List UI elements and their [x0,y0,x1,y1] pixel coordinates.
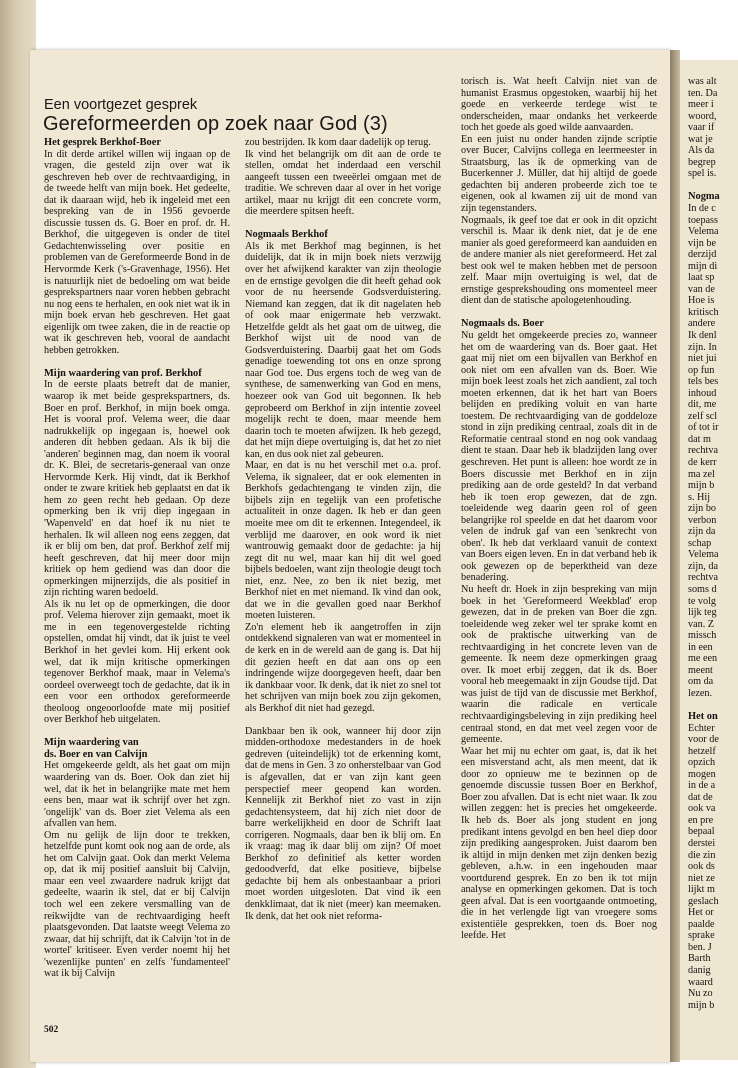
section-heading: Mijn waardering van prof. Berkhof [44,367,202,379]
paragraph: opzich [688,757,716,769]
paragraph: inhoud [688,387,717,399]
paragraph: En een juist nu onder handen zijnde scriptie over Bucer, Calvijns collega en leermeester in Straatsburg, las ik de opmerking van de Bucerkenner J. Müller, dat hij altijd de goede gedachten bij anderen probeerde zich toe te eigenen, ook al kwamen zij uit de mond van zijn tegenstanders. [461,133,657,215]
paragraph: vijn be [688,237,717,249]
paragraph: was alt [688,76,717,87]
paragraph: verbon [688,514,717,526]
paragraph-spacer [688,699,738,711]
paragraph: derstei [688,838,716,849]
paragraph: Als ik nu let op de opmerkingen, die door prof. Velema hierover zijn gemaakt, moet ik me in een tegenovergestelde richting opstellen, omdat hij vindt, dat ik juist te veel Berkhof in het gevlei kom. Hij erkent ook wel, dat ik mijn kritische opmerkingen tegenover Berkhof maak, maar in Velema's oordeel overweegt toch de gedachte, dat ik in een voor een orthodox gereformeerde theoloog ongeoorloofde mate mij positief over Berkhof heb uitgelaten. [44,598,230,726]
paragraph: Het omgekeerde geldt, als het gaat om mijn waardering van ds. Boer. Ook dan ziet hij wel, dat ik het in belangrijke mate met hem eens ben, maar wat ik schrijf over het zgn. 'ongelijk' van ds. Boer ziet Velema als een afvallen van hem. [44,760,230,830]
paragraph: te volg [688,595,717,607]
page-gutter [670,50,680,1062]
paragraph: niet jui [688,353,717,365]
paragraph: In de c [688,202,716,214]
facing-page-edge [680,60,738,1060]
paragraph: kritisch [688,306,719,318]
paragraph: Nu zo [688,988,713,1000]
paragraph: de kerr [688,457,717,468]
paragraph: zijn, da [688,560,718,572]
paragraph: Nu geldt het omgekeerde precies zo, wanneer het om de waardering van ds. Boer gaat. Het gaat mij niet om een bijvallen van Berkhof en ook niet om een afvallen van ds. Boer. Wie mijn boek leest zoals het zich aandient, zal toch moeten erkennen, dat ik het hart van Boers belijden en prediking voluit en van harte toestem. De rechtvaardiging van de goddeloze stond in zijn prediking centraal, zoals dit in de Reformatie centraal stond en nog ook vandaag dient te staan. Daar heb ik bladzijden lang over geschreven. Het punt is alleen: hoe wordt ze in Boers discussie met Berkhof en in zijn prediking aan de orde gesteld? In dat verband heb ik toen erop gewezen, dat de zgn. toeleidende weg daarin geen rol of geen belangrijke rol speelde en dat het daarom voor velen de indruk gaf van een 'senkrecht von oben'. Ik heb dat verklaard vanuit de context van Boers eigen leven. En in dat verband heb ik ook gewezen op de beperktheid van deze benadering. [461,329,657,584]
paragraph: wat je [688,133,713,145]
section-heading: ds. Boer en van Calvijn [44,748,148,760]
paragraph: zijn. In [688,341,717,353]
paragraph: bepaal [688,826,715,838]
text-column-1 [44,137,230,980]
magazine-page [30,50,670,1062]
paragraph-spacer [245,218,441,230]
paragraph: laat sp [688,272,715,284]
paragraph: Als da [688,145,715,157]
paragraph: mogen [688,768,716,780]
paragraph: om da [688,676,714,688]
paragraph: lijk teg [688,607,717,619]
paragraph: op fun [688,364,715,376]
paragraph: paalde [688,918,715,930]
paragraph: in een [688,641,713,653]
section-heading: Nogma [688,191,720,203]
paragraph: soms d [688,584,717,596]
paragraph: dat de [688,791,713,803]
paragraph: die zin [688,849,716,861]
paragraph: danig [688,965,711,977]
section-heading: Nogmaals ds. Boer [461,318,544,330]
page-number: 502 [44,1025,59,1035]
paragraph: Het or [688,907,714,919]
paragraph: sprake [688,930,715,942]
paragraph: van. Z [688,618,715,630]
paragraph: rechtva [688,445,718,457]
paragraph: niet ze [688,872,715,884]
paragraph: of tot ir [688,422,719,434]
paragraph: en pre [688,814,714,826]
paragraph: Dankbaar ben ik ook, wanneer hij door zijn midden-orthodoxe medestanders in de hoek gedreven (uiteindelijk) tot de erkenning komt, dat de mens in Gen. 3 zo onherstelbaar van God is afgevallen, dat er van zijn kant geen perspectief meer geopend kan worden. Kennelijk zit Berkhof niet zo vast in zijn gedachtensysteem, dat hij zich niet door de barre werkelijkheid en door de Schrift laat corrigeren. Nogmaals, daar ben ik blij om. En ik vraag: mag ik daar blij om zijn? Of moet Berkhof zo definitief als ketter worden gedoodverfd, dat elke positieve, bijbelse gedachte bij hem als onbestaanbaar a priori moet worden uitgesloten. Dat vind ik een denkklimaat, dat ik niet (meer) kan meemaken. Ik denk, dat het ook niet reforma- [245,725,441,922]
section-heading: Het on [688,710,718,722]
paragraph: lijkt m [688,884,715,896]
text-column-3 [461,76,657,942]
paragraph: Ik vind het belangrijk om dit aan de orde te stellen, omdat het inderdaad een verschil aangeeft tussen een tweeërlei omgaan met de traditie. We schreven daar al over in het vorige artikel, maar nu krijgt dit een concrete vorm, die meerdere spitsen heeft. [245,148,441,218]
paragraph: andere [688,318,716,330]
paragraph: torisch is. Wat heeft Calvijn niet van de humanist Erasmus opgestoken, waarbij hij het goede en verkeerde terdege wist te onderscheiden, maar ondanks het verkeerde toch het goede als goed wilde aanvaarden. [461,76,657,134]
paragraph: Nogmaals, ik geef toe dat er ook in dit opzicht verschil is. Maar ik denk niet, dat je de ene manier als goed gereformeerd kan aanduiden en de andere manier als niet gereformeerd. Het zal best ook wel te maken hebben met de persoon zelf. Maar mijn overtuiging is wel, dat de ernstige gesprekshouding ons momenteel meer dient dan de statische apologetenhouding. [461,214,657,307]
paragraph: Nu heeft dr. Hoek in zijn bespreking van mijn boek in het 'Gereformeerd Weekblad' erop gewezen, dat in de preken van Boer die zgn. toeleidende weg zeker wel ter sprake komt en ook de praktische uitwerking van de rechtvaardiging in het concrete leven van de gemeente. Ik neem deze opmerkingen graag over. Ik moet erbij zeggen, dat ik ds. Boer vooral heb meegemaakt in zijn Goudse tijd. Dat was juist de tijd van de discussie met Berkhof, waarin die radicale en verticale rechtvaardigingsbeleving in zijn prediking heel centraal stond, en dat met veel zegen voor de gemeente. [461,584,657,746]
paragraph-spacer [688,180,738,192]
paragraph: missch [688,630,717,642]
paragraph: Hoe is [688,295,715,307]
facing-page-column [688,76,738,1011]
paragraph: vaar if [688,122,715,134]
paragraph: waard [688,976,713,988]
paragraph: hetzelf [688,745,716,757]
paragraph: meent [688,664,713,676]
paragraph: mijn b [688,480,715,492]
paragraph: van de [688,283,715,295]
paragraph-spacer [461,307,657,319]
paragraph: voor de [688,734,719,746]
paragraph: lezen. [688,687,713,699]
paragraph: geslach [688,895,719,907]
paragraph: Als ik met Berkhof mag beginnen, is het duidelijk, dat ik in mijn boek niets verzwijg over het afwijkend karakter van zijn theologie en de ernstige gevolgen die dit heeft gehad ook voor de nu heersende Godsverduistering. Niemand kan zeggen, dat ik dit nagelaten heb of ook maar enigermate heb verzwakt. Hetzelfde geldt als het gaat om de uitweg, die Berkhof wijst uit de nood van de Godsverduistering. Daarbij gaat het om Gods genadige toewending tot ons en onze sprong naar God toe. Dus ergens toch de weg van de synthese, de samenwerking van God en mens, hoezeer ook van God uit begonnen. Ik heb geprobeerd om Berkhof in zijn intentie zoveel mogelijk recht te doen, maar meende hem daarin toch te moeten afwijzen. Ik heb gezegd, dat het mijn diepe overtuiging is, dat het zo niet kan, en dus ook niet zal gebeuren. [245,240,441,460]
article-kicker: Een voortgezet gesprek [44,97,198,113]
paragraph: toepass [688,214,718,226]
paragraph: Zo'n element heb ik aangetroffen in zijn ontdekkend signaleren van wat er momenteel in de kerk en in de wereld aan de gang is. Dat hij dit gezien heeft en dat aan ons op een indringende wijze doorgegeven heeft, daar ben ik dankbaar voor. Ik denk, dat ik niet zo snel tot het schrijven van mijn boek zou zijn gekomen, als Berkhof dit niet had gezegd. [245,621,441,714]
paragraph: schap [688,537,712,549]
paragraph: ten. Da [688,87,718,99]
paragraph: in de a [688,780,716,792]
paragraph: ben. J [688,941,712,953]
article-headline: Gereformeerden op zoek naar God (3) [43,113,388,135]
section-heading: Mijn waardering van [44,737,139,749]
paragraph: zijn da [688,526,716,538]
paragraph: ma zel [688,468,715,480]
paragraph: In dit derde artikel willen wij ingaan op de vragen, die gesteld zijn over wat ik geschreven heb over de rechtvaardiging, in de tweede helft van mijn boek. Het gedeelte, dat ik daaraan wijd, heb ik ingeleid met een bespreking van de in 1956 gevoerde discussie tussen ds. G. Boer en prof. dr. H. Berkhof, die uitgegeven is onder de titel Gedachtenwisseling over positie en problemen van de Gereformeerde Bond in de Hervormde Kerk ('s-Gravenhage, 1956). Het is natuurlijk niet de bedoeling om wat beide gesprekspartners naar voren hebben gebracht nu nog eens te herhalen, en ook niet wat ik in mijn boek ervan heb geschreven. Het gaat eigenlijk om twee zaken, die in de reactie op wat ik geschreven heb, vooral de aandacht hebben getrokken. [44,148,230,356]
paragraph: zelf scl [688,410,718,422]
paragraph: Maar, en dat is nu het verschil met o.a. prof. Velema, ik signaleer, dat er ook elementen in Berkhofs gedachtengang te vinden zijn, die bijbels zijn en tegelijk van een profetische actualiteit in onze dagen. Ik heb er dan geen moeite mee om dit te erkennen. Integendeel, ik verblijd me daarover, en ook word ik niet wantrouwig gemaakt door de gedachte: ja hij zegt dit nu wel, maar kan hij dit wel goed bijbels bedoelen, want zijn theologie deugt toch niet, enz. Nee, zo ben ik niet bezig, met Berkhof niet en met niemand. Ik vind dan ook, dat we in die gevallen goed naar Berkhof moeten luisteren. [245,460,441,622]
paragraph: me een [688,653,718,665]
paragraph: ook va [688,803,716,815]
paragraph: dat m [688,433,711,445]
paragraph: begrep [688,156,716,168]
paragraph: mijn b [688,999,715,1011]
paragraph: In de eerste plaats betreft dat de manier, waarop ik met beide gesprekspartners, ds. Boer en prof. Berkhof, in mijn boek omga. Het is vooral prof. Velema weer, die daar nadrukkelijk op ingegaan is, hoewel ook anderen dit hebben gedaan. Als ik bij die 'anderen' beginnen mag, dan noem ik vooral dr. K. Blei, de secretaris-generaal van onze Hervormde Kerk. Hij vindt, dat ik Berkhof onder te zware kritiek heb geplaatst en dat ik hem zo geen recht heb gedaan. Op deze opmerking ben ik vrij diep ingegaan in 'Wapenveld' en dat hoef ik nu niet te herhalen. Ik wil alleen nog eens zeggen, dat ik er blij om ben, dat prof. Berkhof zelf mij heeft geschreven, dat hij meer door mijn kritiek op hem gediend was dan door die opmerkingen mijnerzijds, die als positief in zijn richting waren bedoeld. [44,379,230,599]
paragraph: derzijd [688,249,717,261]
text-column-2 [245,137,441,922]
paragraph: Waar het mij nu echter om gaat, is, dat ik het een misverstand acht, als men meent, dat ik door zo opnieuw me te bezinnen op de genoemde discussie tussen Boer en Berkhof, Boer zou afvallen. Dat is echt niet waar. Ik zou willen zeggen: het is precies het omgekeerde. Ik heb ds. Boer als jong student en jong predikant intens gevolgd en ben heel diep door zijn prediking aangesproken. Juist daarom ben ik altijd in mijn denken met zijn denken bezig gebleven, a.h.w. in een ingehouden maar voortdurend gesprek. En zo ben ik tot mijn analyse en opmerkingen gekomen. Dat is toch geen afval. Dat is een voortgaande ontmoeting, die in het verlengde ligt van vroegere soms existentiële gesprekken, toen ds. Boer nog leefde. Het [461,745,657,942]
paragraph: Om nu gelijk de lijn door te trekken, hetzelfde punt komt ook nog aan de orde, als het om Calvijn gaat. Ook dan merkt Velema op, dat ik mij positief aansluit bij Calvijn, maar een veel zwaardere nadruk krijgt dat gedeelte, waarin ik stel, dat er bij Calvijn toch wel een zekere versmalling van de reikwijdte van de rechtvaardiging heeft plaatsgevonden. Dat laatste weegt Velema zo zwaar, dat hij schrijft, dat ik Calvijn 'tot in de wortel' kritiseer. Even verder noemt hij het 'wezenlijke punten' en zelfs 'fundamenteel' wat ik bij Calvijn [44,829,230,980]
paragraph: Echter [688,722,715,734]
paragraph: Velema [688,549,719,561]
paragraph: Barth [688,953,711,965]
paragraph: dit, me [688,399,717,411]
section-heading: Het gesprek Berkhof-Boer [44,137,161,148]
paragraph: zijn bo [688,503,717,515]
paragraph: rechtva [688,572,718,584]
section-heading: Nogmaals Berkhof [245,229,328,241]
paragraph: meer i [688,99,714,111]
paragraph: mijn di [688,260,718,272]
paragraph: s. Hij [688,491,711,503]
paragraph: woord, [688,110,717,122]
paragraph: Ik denl [688,329,717,341]
paragraph: spel is. [688,168,717,180]
paragraph: tels bes [688,376,719,388]
paragraph: Velema [688,226,719,238]
paragraph-spacer [245,714,441,726]
paragraph-spacer [44,726,230,738]
paragraph: zou bestrijden. Ik kom daar dadelijk op terug. [245,137,431,148]
paragraph: ook ds [688,861,715,873]
paragraph-spacer [44,356,230,368]
